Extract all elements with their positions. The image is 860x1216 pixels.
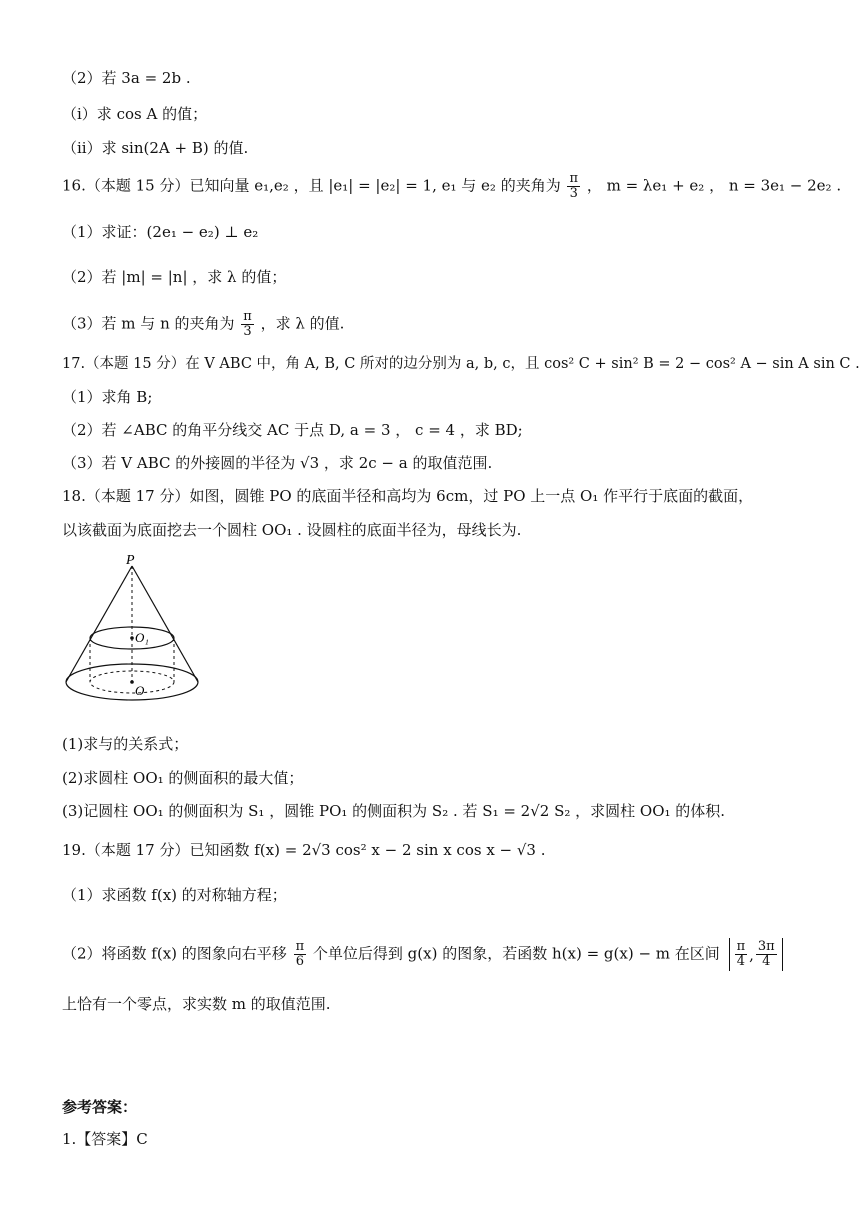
q16-part3-b: ，求 λ 的值.: [260, 314, 345, 333]
q16-angle-fraction: [567, 172, 580, 201]
q16-part3-a: （3）若 m 与 n 的夹角为: [62, 314, 235, 333]
q17-part2: （2）若 ∠ABC 的角平分线交 AC 于点 D, a = 3 ， c = 4 ，求 BD;: [62, 421, 523, 439]
label-p: P: [126, 553, 135, 568]
q16-part2: （2）若 |m| = |n| ，求 λ 的值；: [62, 268, 287, 286]
q17-stem: 17.（本题 15 分）在 V ABC 中，角 A, B, C 所对的边分别为 a, b, c，且 cos² C + sin² B = 2 − cos² A − sin A sin C .: [62, 356, 860, 372]
q19-part1: （1）求函数 f(x) 的对称轴方程；: [62, 886, 287, 904]
q19-interval-right-den: 4: [762, 954, 771, 969]
q16-part3-frac-num: π: [243, 309, 252, 324]
q19-part2-a: （2）将函数 f(x) 的图象向右平移: [62, 944, 287, 963]
q16-part1: （1）求证：(2e₁ − e₂) ⊥ e₂: [62, 223, 259, 241]
point-o: [130, 680, 134, 684]
q16-frac-den: 3: [569, 186, 578, 201]
q19-interval-left-den: 4: [736, 954, 745, 969]
q19-shift-fraction: [294, 940, 307, 969]
q19-shift-num: π: [295, 939, 305, 954]
q19-stem: 19.（本题 17 分）已知函数 f(x) = 2√3 cos² x − 2 sin x cos x − √3 .: [62, 841, 546, 859]
q17-part3: （3）若 V ABC 的外接圆的半径为 √3 ，求 2c − a 的取值范围.: [62, 454, 493, 472]
q16-stem-text: 16.（本题 15 分）已知向量 e₁,e₂ ，且 |e₁| = |e₂| = 1, e₁ 与 e₂ 的夹角为: [62, 176, 561, 195]
q18-stem-line2: 以该截面为底面挖去一个圆柱 OO₁ . 设圆柱的底面半径为，母线长为.: [62, 521, 522, 539]
q19-interval-right-num: 3π: [757, 939, 775, 954]
q19-part2-c: 上恰有一个零点，求实数 m 的取值范围.: [62, 995, 331, 1013]
q18-stem-line1: 18.（本题 17 分）如图，圆锥 PO 的底面半径和高均为 6cm，过 PO 上一点 O₁ 作平行于底面的截面，: [62, 487, 754, 505]
q19-interval-left-num: π: [736, 939, 746, 954]
q16-stem-tail: ， m = λe₁ + e₂ ， n = 3e₁ − 2e₂ .: [586, 176, 842, 195]
cone-cylinder-figure: [60, 552, 205, 712]
q18-part3: (3)记圆柱 OO₁ 的侧面积为 S₁ ，圆锥 PO₁ 的侧面积为 S₂ . 若 S₁ = 2√2 S₂ ，求圆柱 OO₁ 的体积.: [62, 802, 726, 820]
q16-part3-fraction: [241, 310, 254, 339]
q16-part3: [62, 310, 344, 339]
answers-heading: 参考答案：: [62, 1098, 138, 1116]
q18-part2: (2)求圆柱 OO₁ 的侧面积的最大值；: [62, 769, 304, 787]
q19-interval: $\frac{\pi}{4}$ , $\frac{3\pi}{4}$: [729, 938, 783, 971]
q17-part1: （1）求角 B;: [62, 388, 153, 406]
q19-interval-right: [756, 940, 777, 969]
label-o: O: [135, 683, 145, 698]
q16-part3-frac-den: 3: [243, 324, 252, 339]
q15-part2-i: （i）求 cos A 的值；: [62, 105, 208, 123]
q16-stem: [62, 172, 841, 201]
q15-part2-ii: （ii）求 sin(2A + B) 的值.: [62, 139, 249, 157]
q15-part2: （2）若 3a = 2b .: [62, 69, 191, 87]
q19-part2-b: 个单位后得到 g(x) 的图象，若函数 h(x) = g(x) − m 在区间: [312, 944, 720, 963]
answer-1: 1.【答案】C: [62, 1130, 148, 1148]
point-o1: [130, 636, 134, 640]
q19-part2: [62, 938, 787, 971]
q16-frac-num: π: [569, 171, 579, 186]
label-o1: O₁: [135, 630, 149, 645]
q19-shift-den: 6: [295, 954, 304, 969]
q19-interval-left: [735, 940, 748, 969]
q18-part1: (1)求与的关系式；: [62, 735, 189, 753]
